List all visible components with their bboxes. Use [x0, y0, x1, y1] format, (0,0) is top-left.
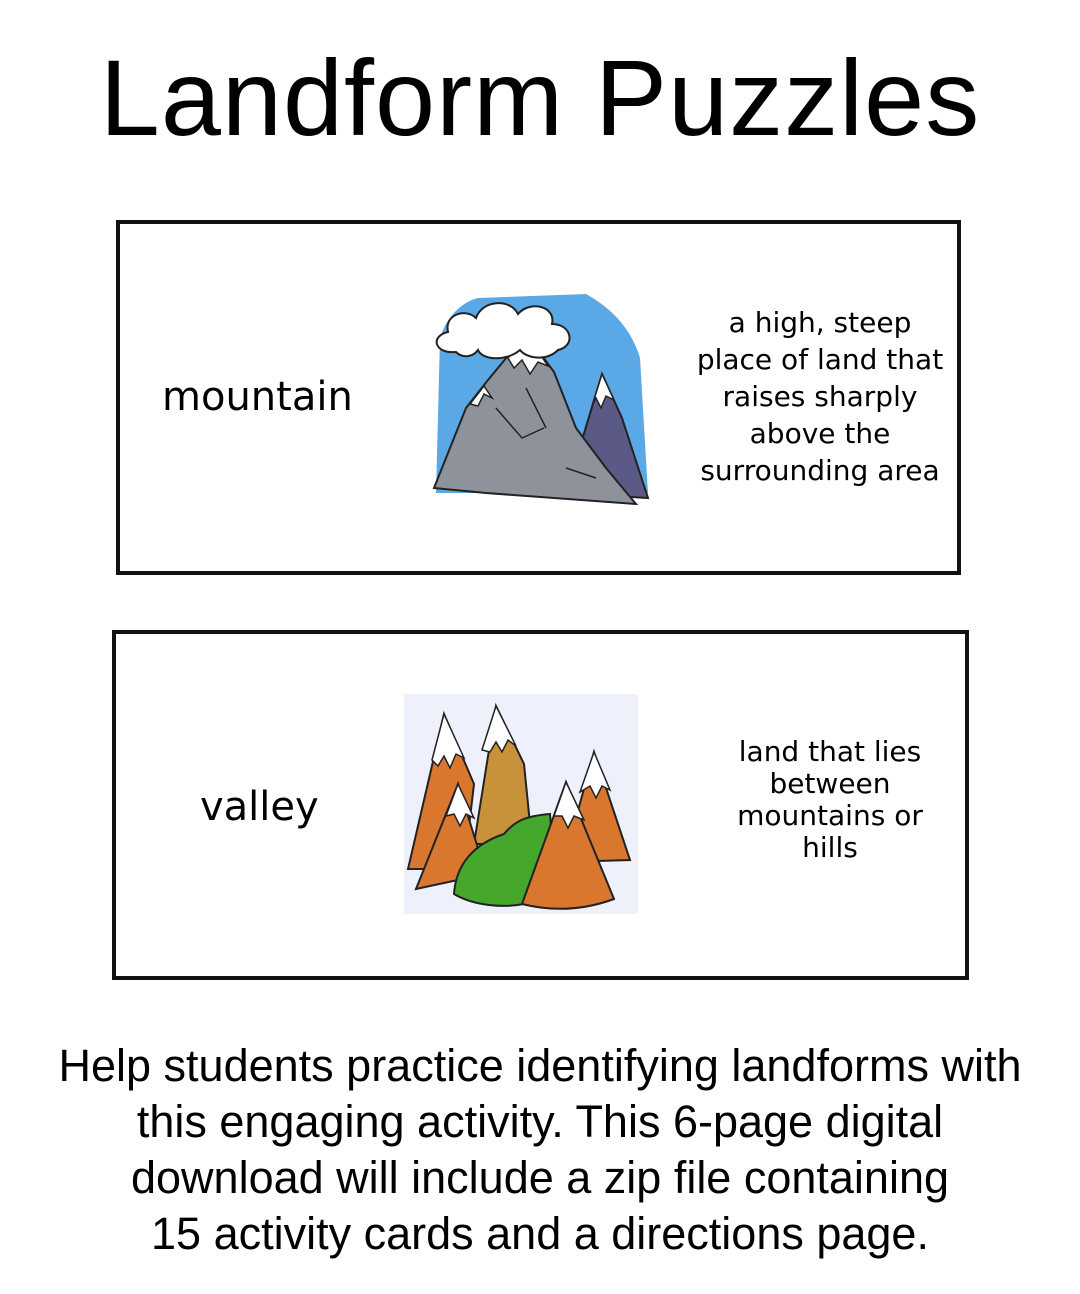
card-definition — [690, 304, 950, 489]
card-definition — [710, 736, 950, 864]
definition-line: surrounding area — [700, 454, 940, 487]
description-line: download will include a zip file containing — [131, 1152, 949, 1203]
definition-line: between — [769, 767, 891, 800]
product-description — [20, 1038, 1060, 1262]
definition-line: hills — [802, 831, 858, 864]
landform-card-valley — [112, 630, 969, 980]
definition-line: above the — [749, 417, 891, 450]
valley-mountains-icon — [404, 694, 638, 914]
description-line: this engaging activity. This 6-page digital — [136, 1096, 944, 1147]
description-line: 15 activity cards and a directions page. — [151, 1208, 929, 1259]
definition-line: land that lies — [738, 735, 922, 768]
definition-line: place of land that — [696, 343, 944, 376]
landform-card-mountain — [116, 220, 961, 575]
snowy-mountain-icon — [426, 288, 652, 510]
description-line: Help students practice identifying landforms with — [58, 1040, 1022, 1091]
card-term: mountain — [162, 374, 353, 420]
definition-line: raises sharply — [722, 380, 918, 413]
definition-line: mountains or — [737, 799, 923, 832]
definition-line: a high, steep — [728, 306, 912, 339]
page-title: Landform Puzzles — [99, 37, 981, 158]
card-term: valley — [200, 784, 319, 830]
